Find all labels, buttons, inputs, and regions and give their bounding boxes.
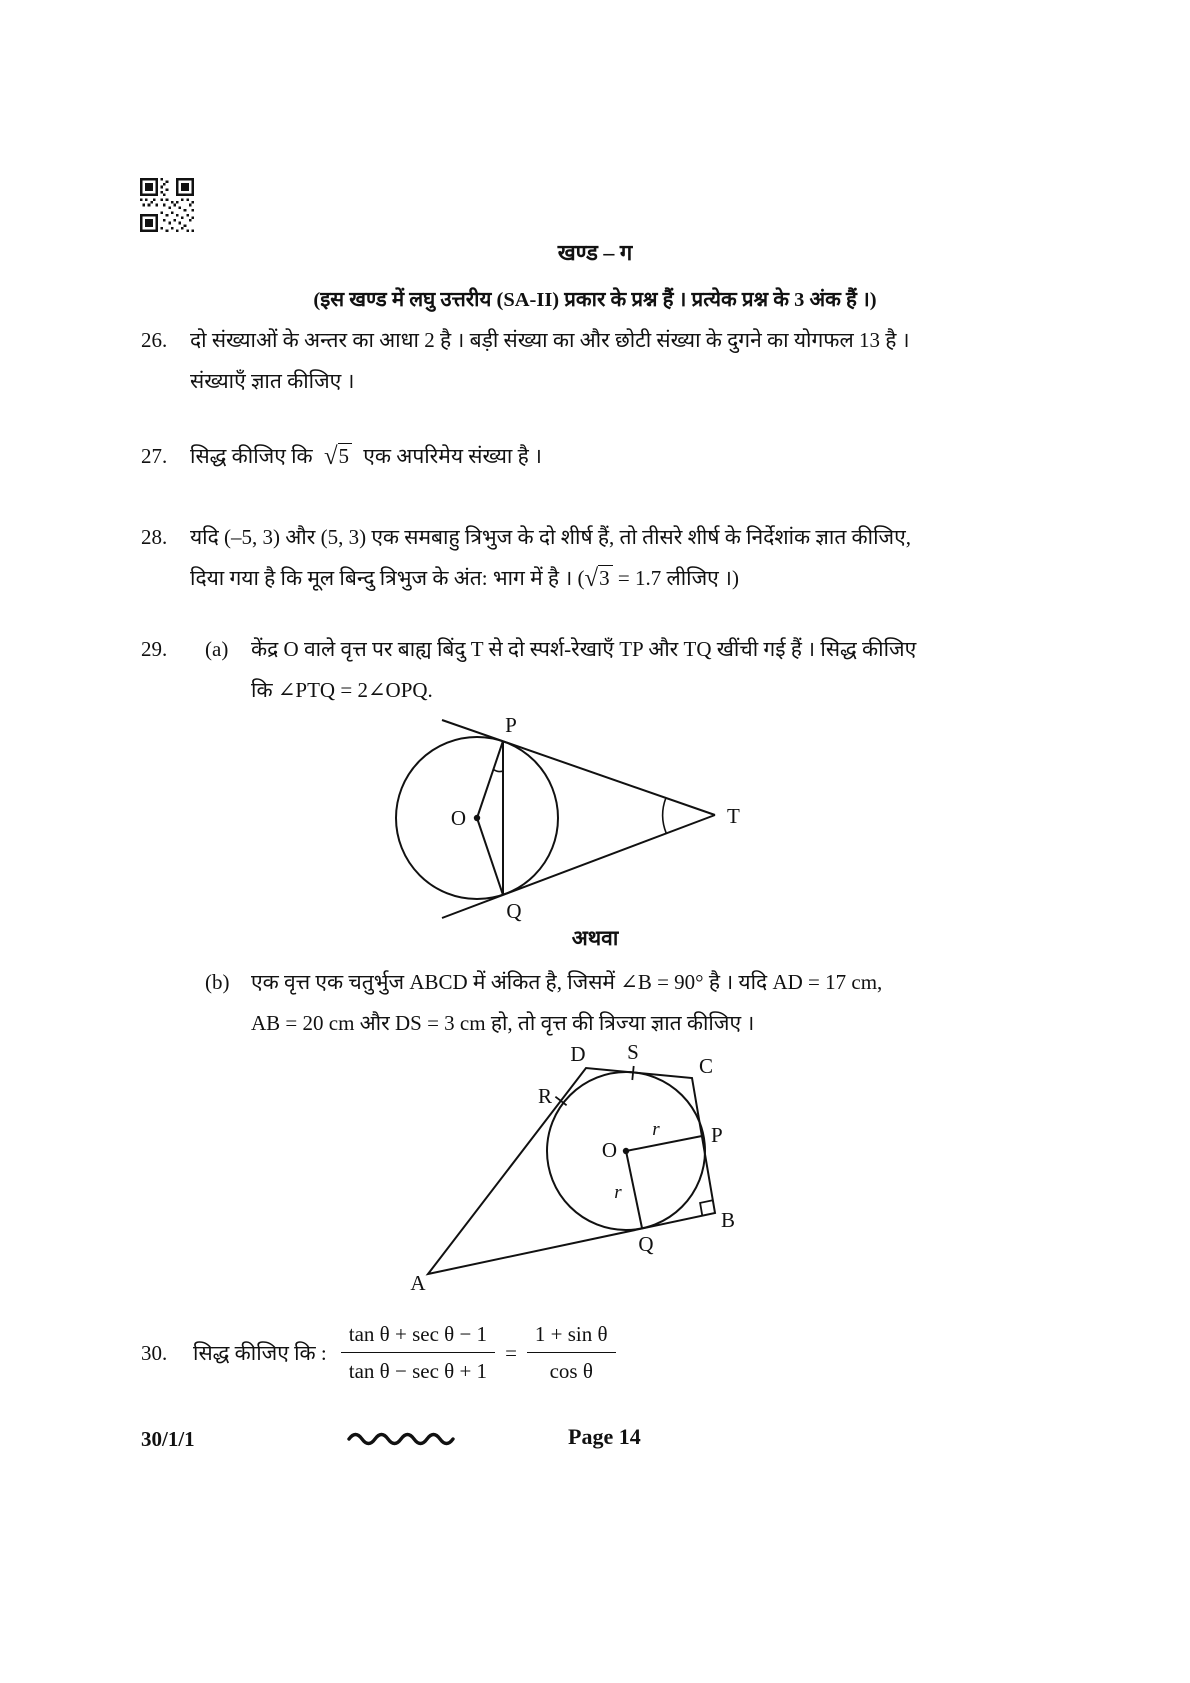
or-separator: अथवा xyxy=(571,926,619,950)
section-instruction: (इस खण्ड में लघु उत्तरीय (SA-II) प्रकार के प्रश्न हैं । प्रत्येक प्रश्न के 3 अंक हैं ।) xyxy=(313,289,877,311)
fraction-right-denominator: cos θ xyxy=(549,1359,593,1383)
question-27-before-sqrt: सिद्ध कीजिए कि xyxy=(190,444,313,468)
angle-arc-OPQ xyxy=(493,769,503,771)
fraction-right-numerator: 1 + sin θ xyxy=(527,1322,616,1353)
question-30 xyxy=(141,1322,616,1384)
question-27-number: 27. xyxy=(141,444,168,468)
angle-arc-PTQ xyxy=(663,798,667,834)
tangent-line-TQ xyxy=(442,815,715,918)
question-28-line-2-after: = 1.7 लीजिए ।) xyxy=(612,566,739,590)
radius-OP xyxy=(477,741,503,818)
footer-paper-code: 30/1/1 xyxy=(141,1427,195,1451)
label-D: D xyxy=(570,1042,586,1066)
fraction-left-denominator: tan θ − sec θ + 1 xyxy=(348,1359,488,1383)
question-29b-label: (b) xyxy=(205,970,230,994)
question-27-after-sqrt: एक अपरिमेय संख्या है । xyxy=(363,444,542,468)
label-B: B xyxy=(721,1208,736,1232)
question-26-line-2: संख्याएँ ज्ञात कीजिए । xyxy=(190,369,355,393)
radius-OQ xyxy=(626,1151,642,1228)
label-R: R xyxy=(537,1084,552,1108)
question-27-text xyxy=(190,443,542,469)
question-26-number: 26. xyxy=(141,328,168,352)
question-29a-line-2-prefix: कि xyxy=(251,678,278,702)
question-29a-line-2-math: ∠PTQ = 2∠OPQ. xyxy=(277,678,433,702)
fraction-left xyxy=(341,1322,495,1384)
question-29-number: 29. xyxy=(141,637,168,661)
label-P: P xyxy=(505,713,517,737)
question-26-line-1: दो संख्याओं के अन्तर का आधा 2 है । बड़ी संख्या का और छोटी संख्या के दुगने का योगफल 13 है । xyxy=(190,328,910,352)
radicand: 5 xyxy=(338,443,353,468)
radical-sign: √ xyxy=(584,565,599,592)
question-30-intro: सिद्ध कीजिए कि : xyxy=(193,1341,327,1365)
radius-OP xyxy=(626,1136,702,1151)
center-point-O xyxy=(623,1148,629,1154)
label-A: A xyxy=(410,1271,426,1295)
section-heading: खण्ड – ग xyxy=(557,240,633,265)
label-T: T xyxy=(727,804,740,828)
tick-mark-S xyxy=(632,1066,633,1080)
sqrt-3-expression xyxy=(585,565,613,591)
label-O: O xyxy=(601,1138,617,1162)
radical-sign: √ xyxy=(323,443,338,470)
sqrt-5-expression xyxy=(324,443,352,469)
quadrilateral-ABCD xyxy=(428,1068,715,1274)
question-30-number: 30. xyxy=(141,1340,168,1365)
question-29a-line-1: केंद्र O वाले वृत्त पर बाह्य बिंदु T से दो स्पर्श-रेखाएँ TP और TQ खींची गई हैं । सिद्ध कीजिए xyxy=(251,637,917,661)
question-28-line-2-before: दिया गया है कि मूल बिन्दु त्रिभुज के अंत: भाग में है । ( xyxy=(190,566,585,590)
label-radius-top: r xyxy=(652,1119,660,1140)
question-29b-line-2: AB = 20 cm और DS = 3 cm हो, तो वृत्त की त्रिज्या ज्ञात कीजिए । xyxy=(251,1011,755,1035)
fraction-right xyxy=(527,1322,616,1384)
label-radius-bottom: r xyxy=(614,1182,622,1203)
equals-sign: = xyxy=(505,1340,517,1365)
question-29a-label: (a) xyxy=(205,637,229,661)
label-S: S xyxy=(627,1040,639,1064)
question-29b-line-1: एक वृत्त एक चतुर्भुज ABCD में अंकित है, जिसमें ∠B = 90° है । यदि AD = 17 cm, xyxy=(251,970,883,994)
question-28-line-1: यदि (–5, 3) और (5, 3) एक समबाहु त्रिभुज के दो शीर्ष हैं, तो तीसरे शीर्ष के निर्देशांक ज्ञात कीजिए, xyxy=(190,525,911,549)
diagram-circle-two-tangents xyxy=(378,666,790,928)
radicand: 3 xyxy=(598,565,613,590)
fraction-left-numerator: tan θ + sec θ − 1 xyxy=(341,1322,495,1353)
label-P: P xyxy=(711,1123,723,1147)
radius-OQ xyxy=(477,818,503,895)
diagram-incircle-quadrilateral xyxy=(390,1040,760,1308)
question-28-line-2 xyxy=(190,565,739,591)
qr-code-icon xyxy=(140,178,194,232)
label-C: C xyxy=(699,1054,714,1078)
center-point-O xyxy=(474,815,480,821)
wavy-line-icon xyxy=(346,1429,456,1447)
label-Q: Q xyxy=(638,1232,654,1256)
question-28-number: 28. xyxy=(141,525,168,549)
label-O: O xyxy=(450,806,466,830)
label-Q: Q xyxy=(506,899,522,923)
footer-page-label: Page 14 xyxy=(568,1424,641,1449)
